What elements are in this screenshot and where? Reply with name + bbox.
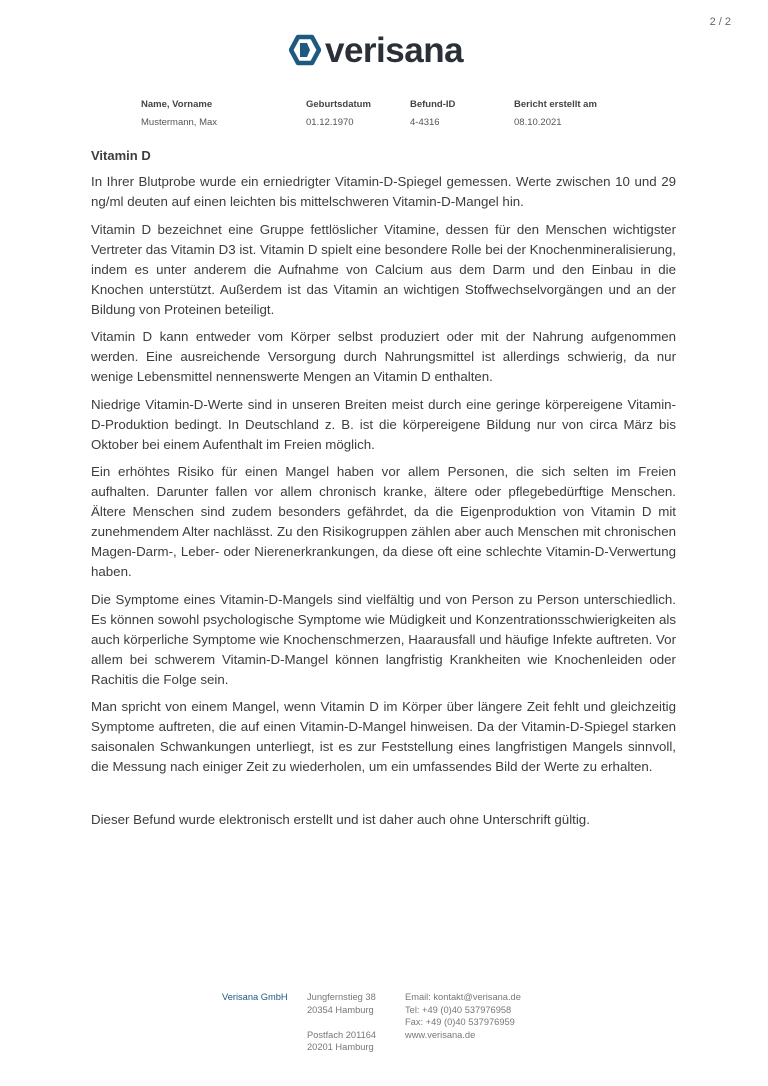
page-number: 2 / 2 [709, 16, 731, 28]
paragraph: Vitamin D kann entweder vom Körper selbst produziert oder mit der Nahrung aufgenommen werden. Eine ausreichende Versorgung durch Nahrungsmittel ist allerdings schwierig, da nur wenige Lebensmittel nennenswerte Mengen an Vitamin D enthalten. [91, 329, 676, 384]
paragraph: Die Symptome eines Vitamin-D-Mangels sind vielfältig und von Person zu Person unterschiedlich. Es können sowohl psychologische Symptome wie Müdigkeit und Konzentrationsschwierigkeiten als auch körperliche Symptome wie Knochenschmerzen, Haarausfall und häufige Infekte auftreten. Vor allem bei schwerem Vitamin-D-Mangel können langfristig Krankheiten wie Knochenleiden oder Rachitis die Folge sein. [91, 591, 676, 687]
report-id-label: Befund-ID [410, 99, 456, 110]
report-id-column [410, 99, 520, 128]
report-date-column [514, 99, 624, 128]
name-value: Mustermann, Max [141, 117, 218, 128]
closing-note: Dieser Befund wurde elektronisch erstellt und ist daher auch ohne Unterschrift gültig. [91, 812, 590, 827]
section-title: Vitamin D [91, 148, 151, 163]
birthdate-column [306, 99, 416, 128]
report-body [91, 148, 676, 830]
paragraph: Vitamin D bezeichnet eine Gruppe fettlöslicher Vitamine, dessen für den Menschen wichtigster Vertreter das Vitamin D3 ist. Vitamin D spielt eine besondere Rolle bei der Knochenmineralisierung, indem es unter anderem die Aufnahme von Calcium aus dem Darm und den Einbau in die Knochen unterstützt. Außerdem ist das Vitamin an wichtigen Stoffwechselvorgängen und an der Bildung von Proteinen beteiligt. [91, 221, 676, 317]
birthdate-label: Geburtsdatum [306, 99, 371, 110]
footer-address [307, 991, 376, 1054]
paragraph: In Ihrer Blutprobe wurde ein erniedrigter Vitamin-D-Spiegel gemessen. Werte zwischen 10 und 29 ng/ml deuten auf einen leichten bis mittelschweren Vitamin-D-Mangel hin. [91, 174, 676, 209]
footer-po-city: 20201 Hamburg [307, 1042, 374, 1052]
name-label: Name, Vorname [141, 99, 213, 110]
footer-city: 20354 Hamburg [307, 1004, 374, 1015]
footer-tel: Tel: +49 (0)40 537976958 [405, 1004, 512, 1015]
footer-fax: Fax: +49 (0)40 537976959 [405, 1017, 515, 1027]
name-column [141, 99, 251, 128]
footer-contact [405, 991, 521, 1041]
report-date-label: Bericht erstellt am [514, 99, 597, 110]
paragraph: Ein erhöhtes Risiko für einen Mangel haben vor allem Personen, die sich selten im Freien aufhalten. Darunter fallen vor allem chronisch kranke, ältere oder pflegebedürftige Menschen. Ältere Menschen sind zudem besonders gefährdet, da die Eigenproduktion von Vitamin D mit zunehmendem Alter nachlässt. Zu den Risikogruppen zählen aber auch Menschen mit chronischen Magen-Darm-, Leber- oder Nierenerkrankungen, da diese oft eine schlechte Vitamin-D-Verwertung haben. [91, 464, 676, 579]
verisana-logo [289, 30, 463, 70]
paragraph: Man spricht von einem Mangel, wenn Vitamin D im Körper über längere Zeit fehlt und gleichzeitig Symptome auftreten, die auf einen Vitamin-D-Mangel hinweisen. Da der Vitamin-D-Spiegel starken saisonalen Schwankungen unterliegt, ist es zur Feststellung eines langfristigen Mangels sinnvoll, die Messung nach einiger Zeit zu wiederholen, um ein umfassendes Bild der Werte zu erhalten. [91, 699, 676, 774]
footer-web[interactable]: www.verisana.de [405, 1029, 476, 1040]
footer-email[interactable]: Email: kontakt@verisana.de [405, 992, 521, 1002]
footer-po-box: Postfach 201164 [307, 1029, 377, 1040]
footer-company: Verisana GmbH [222, 992, 288, 1002]
report-id-value: 4-4316 [410, 117, 440, 128]
birthdate-value: 01.12.1970 [306, 117, 354, 128]
report-date-value: 08.10.2021 [514, 117, 562, 128]
footer-street: Jungfernstieg 38 [307, 992, 376, 1002]
paragraph: Niedrige Vitamin-D-Werte sind in unseren Breiten meist durch eine geringe körpereigene Vitamin-D-Produktion bedingt. In Deutschland z. B. ist die körpereigene Bildung nur von circa März bis Oktober bei einem Aufenthalt im Freien möglich. [91, 396, 676, 452]
verisana-hexagon-icon [289, 34, 321, 66]
logo-text: verisana [325, 30, 464, 70]
